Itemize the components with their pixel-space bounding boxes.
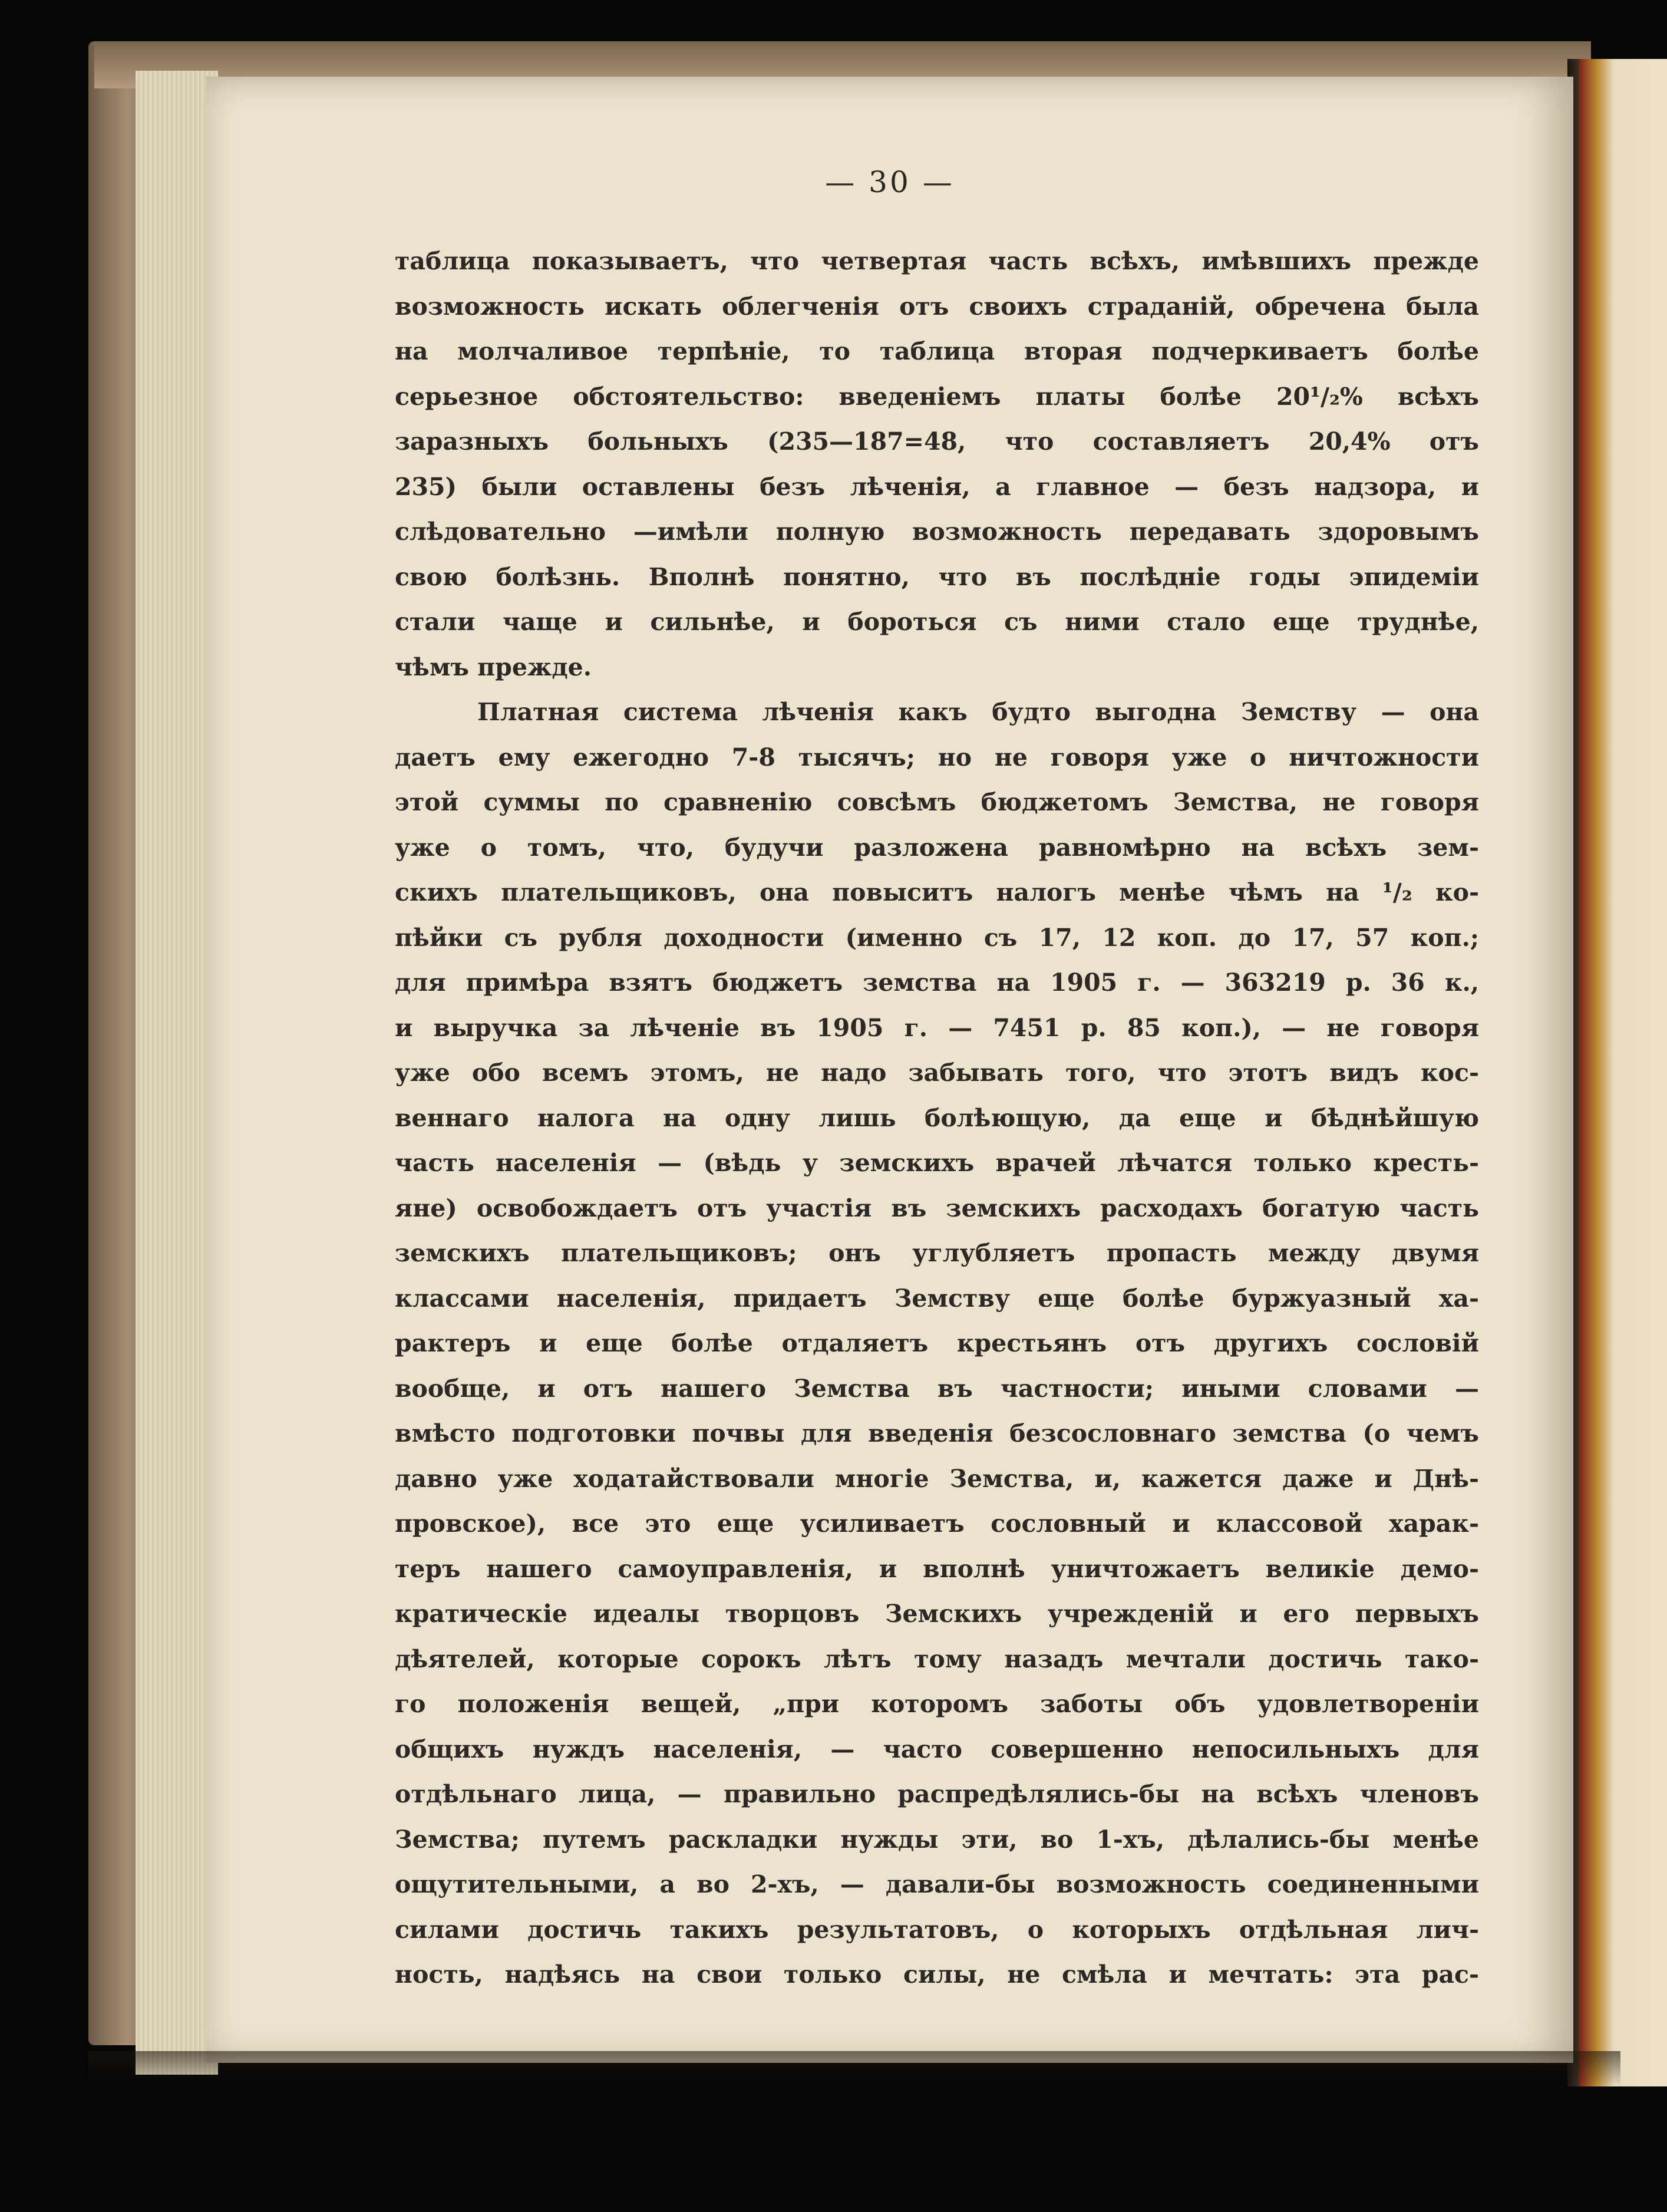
text-line: классами населенія, придаетъ Земству еще болѣе буржуазный ха- — [395, 1284, 1479, 1313]
text-line: дѣятелей, которые сорокъ лѣтъ тому назадъ мечтали достичь тако- — [395, 1644, 1479, 1673]
text-line: таблица показываетъ, что четвертая часть всѣхъ, имѣвшихъ прежде — [395, 247, 1479, 275]
text-line: возможность искать облегченія отъ своихъ страданій, обречена была — [395, 292, 1479, 321]
text-line: го положенія вещей, „при которомъ заботы объ удовлетвореніи — [395, 1690, 1479, 1718]
text-line: отдѣльнаго лица, — правильно распредѣлялись-бы на всѣхъ членовъ — [395, 1780, 1479, 1808]
text-line: силами достичь такихъ результатовъ, о которыхъ отдѣльная лич- — [395, 1915, 1479, 1944]
text-line: теръ нашего самоуправленія, и вполнѣ уничтожаетъ великіе демо- — [395, 1554, 1479, 1583]
text-line: земскихъ плательщиковъ; онъ углубляетъ пропасть между двумя — [395, 1239, 1479, 1267]
page-text — [395, 239, 1479, 1997]
text-line: скихъ плательщиковъ, она повыситъ налогъ менѣе чѣмъ на ¹/₂ ко- — [395, 878, 1479, 906]
text-line: серьезное обстоятельство: введеніемъ платы болѣе 20¹/₂% всѣхъ — [395, 382, 1479, 411]
text-line: веннаго налога на одну лишь болѣющую, да еще и бѣднѣйшую — [395, 1103, 1479, 1132]
page-number: — 30 — — [825, 165, 955, 199]
page-edges — [136, 71, 218, 2075]
text-line: для примѣра взятъ бюджетъ земства на 1905 г. — 363219 р. 36 к., — [395, 968, 1479, 997]
text-line: рактеръ и еще болѣе отдаляетъ крестьянъ отъ другихъ сословій — [395, 1329, 1479, 1357]
book-page — [206, 77, 1573, 2063]
page-bottom-shadow — [88, 2051, 1620, 2086]
paragraph-start-line: Платная система лѣченія какъ будто выгодна Земству — она — [477, 698, 1479, 726]
facing-page-edge — [1579, 59, 1667, 2086]
text-line: провское), все это еще усиливаетъ сословный и классовой харак- — [395, 1509, 1479, 1538]
text-line: заразныхъ больныхъ (235—187=48, что составляетъ 20,4% отъ — [395, 427, 1479, 456]
text-line: кратическіе идеалы творцовъ Земскихъ учрежденій и его первыхъ — [395, 1600, 1479, 1628]
text-line: уже обо всемъ этомъ, не надо забывать того, что этотъ видъ кос- — [395, 1059, 1479, 1087]
text-line: стали чаще и сильнѣе, и бороться съ ними стало еще труднѣе, — [395, 608, 1479, 636]
text-line: общихъ нуждъ населенія, — часто совершенно непосильныхъ для — [395, 1735, 1479, 1763]
text-line: уже о томъ, что, будучи разложена равномѣрно на всѣхъ зем- — [395, 833, 1479, 862]
text-line: этой суммы по сравненію совсѣмъ бюджетомъ Земства, не говоря — [395, 788, 1479, 816]
text-line: вмѣсто подготовки почвы для введенія безсословнаго земства (о чемъ — [395, 1419, 1479, 1448]
text-line: чѣмъ прежде. — [395, 652, 592, 681]
text-line: давно уже ходатайствовали многіе Земства, и, кажется даже и Днѣ- — [395, 1464, 1479, 1493]
text-line: 235) были оставлены безъ лѣченія, а главное — безъ надзора, и — [395, 472, 1479, 501]
text-line: вообще, и отъ нашего Земства въ частности; иными словами — — [395, 1374, 1479, 1403]
text-line: даетъ ему ежегодно 7-8 тысячъ; но не говоря уже о ничтожности — [395, 743, 1479, 772]
text-line: и выручка за лѣченіе въ 1905 г. — 7451 р. 85 коп.), — не говоря — [395, 1013, 1479, 1042]
text-line: на молчаливое терпѣніе, то таблица вторая подчеркиваетъ болѣе — [395, 337, 1479, 365]
text-line: слѣдовательно —имѣли полную возможность передавать здоровымъ — [395, 517, 1479, 546]
text-line: свою болѣзнь. Вполнѣ понятно, что въ послѣдніе годы эпидеміи — [395, 562, 1479, 591]
text-line: яне) освобождаетъ отъ участія въ земскихъ расходахъ богатую часть — [395, 1194, 1479, 1222]
text-line: пѣйки съ рубля доходности (именно съ 17, 12 коп. до 17, 57 коп.; — [395, 923, 1479, 952]
text-line: ощутительными, а во 2-хъ, — давали-бы возможность соединенными — [395, 1870, 1479, 1898]
text-line: часть населенія — (вѣдь у земскихъ врачей лѣчатся только кресть- — [395, 1149, 1479, 1177]
text-line: ность, надѣясь на свои только силы, не смѣла и мечтать: эта рас- — [395, 1960, 1479, 1989]
text-line: Земства; путемъ раскладки нужды эти, во 1-хъ, дѣлались-бы менѣе — [395, 1825, 1479, 1854]
